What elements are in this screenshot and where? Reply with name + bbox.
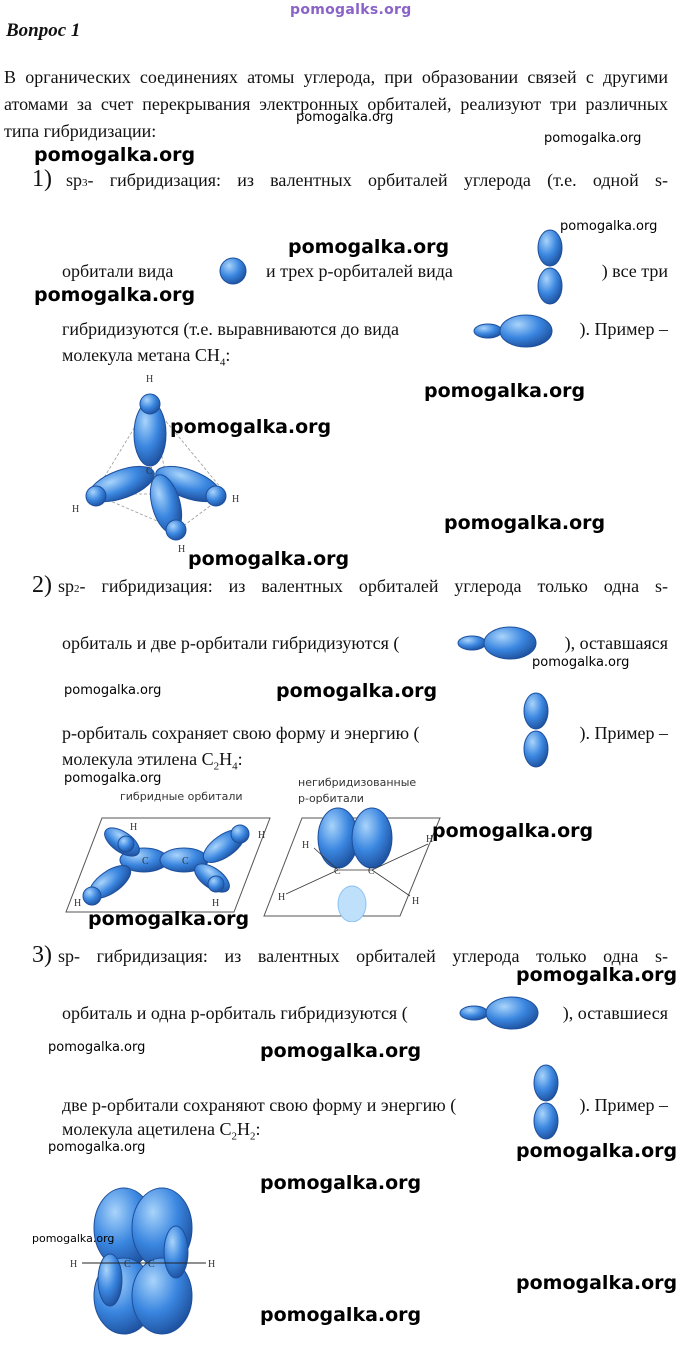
watermark: pomogalka.org <box>64 683 162 698</box>
p-orbital-icon <box>530 229 570 305</box>
acetylene-atom-c: C <box>124 1259 131 1270</box>
watermark: pomogalka.org <box>424 380 586 402</box>
sp3-line-4: молекула метана $СН_4$: <box>62 345 231 369</box>
acetylene-atom-h: H <box>70 1259 78 1270</box>
watermark: pomogalka.org <box>276 680 438 702</box>
watermark: pomogalka.org <box>432 820 594 842</box>
methane-diagram <box>66 372 256 554</box>
watermark: pomogalka.org <box>48 1140 146 1155</box>
sp-line-2b: ), оставшиеся <box>562 1003 668 1023</box>
question-heading: Вопрос 1 <box>6 20 81 41</box>
sp2-line-4: молекула этилена $С_2Н_4$: <box>62 749 243 773</box>
ethylene-hybrid-diagram <box>62 808 272 918</box>
svg-text:H: H <box>212 898 220 909</box>
sp3-line-1: 1) sp 3 - гибридизация: из валентных орбиталей углерода (т.е. одной s- <box>32 166 668 192</box>
ethylene-atom-c: C <box>142 856 149 867</box>
sp2-line-2b: ), оставшаяся <box>564 633 668 653</box>
hybrid-orbital-icon <box>452 624 542 662</box>
watermark: pomogalka.org <box>516 1272 678 1294</box>
watermark: pomogalka.org <box>260 1304 422 1326</box>
sp2-line-3a: р-орбиталь сохраняет свою форму и энергию ( <box>62 723 420 743</box>
ethylene-atom-h: H <box>130 822 138 833</box>
watermark: pomogalka.org <box>544 131 642 146</box>
svg-text:H: H <box>302 840 310 851</box>
watermark: pomogalka.org <box>34 284 196 306</box>
sp3-number: 1) <box>32 166 52 192</box>
svg-text:H: H <box>412 896 420 907</box>
watermark: pomogalka.org <box>516 1140 678 1162</box>
watermark: pomogalka.org <box>296 110 394 125</box>
watermark: pomogalka.org <box>516 964 678 986</box>
sp-number: 3) <box>32 942 52 968</box>
svg-text:H: H <box>178 544 186 554</box>
svg-text:H: H <box>232 494 240 505</box>
p-orbital-icon <box>526 1064 566 1140</box>
sp-line-4: молекула ацетилена $С_2Н_2$: <box>62 1119 261 1143</box>
methane-atom-c: C <box>146 466 153 477</box>
sp3-line-2a: орбитали вида <box>62 261 174 281</box>
sp-line-3a: две р-орбитали сохраняют свою форму и энергию ( <box>62 1095 457 1115</box>
watermark: pomogalka.org <box>532 655 630 670</box>
watermark: pomogalka.org <box>64 771 162 786</box>
sp-line-2a: орбиталь и одна р-орбиталь гибридизуются ( <box>62 1003 408 1023</box>
sp3-line-3b: ). Пример – <box>579 319 668 339</box>
svg-text:H: H <box>278 892 286 903</box>
watermark: pomogalka.org <box>32 1232 115 1245</box>
p-orbital-icon <box>516 692 556 768</box>
sp3-line-2b: и трех р-орбиталей вида <box>266 261 453 281</box>
svg-text:C: C <box>182 856 189 867</box>
sp-line-1: 3) sp- гибридизация: из валентных орбиталей углерода только одна s- <box>32 942 668 968</box>
watermark: pomogalka.org <box>560 219 658 234</box>
watermark: pomogalka.org <box>88 908 250 930</box>
hybrid-orbital-icon <box>468 312 558 350</box>
intro-paragraph: В органических соединениях атомы углерода, при образовании связей с другими атомами за счет перекрывания электронных орбиталей, реализуют три различных типа гибридизации: <box>4 67 668 141</box>
watermark: pomogalka.org <box>444 512 606 534</box>
svg-text:C: C <box>334 866 341 877</box>
svg-text:C: C <box>368 866 375 877</box>
watermark: pomogalka.org <box>260 1172 422 1194</box>
watermark: pomogalka.org <box>188 548 350 570</box>
sp2-number: 2) <box>32 572 52 598</box>
label-nonhybrid-2: р-орбитали <box>298 792 364 805</box>
watermark: pomogalka.org <box>34 144 196 166</box>
svg-text:H: H <box>72 504 80 515</box>
sp2-line-2a: орбиталь и две р-орбитали гибридизуются ( <box>62 633 400 653</box>
sp3-line-3a: гибридизуются (т.е. выравниваются до вида <box>62 319 399 339</box>
label-nonhybrid-1: негибридизованные <box>298 776 417 789</box>
sp2-line-1: 2) sp 2 - гибридизация: из валентных орбиталей углерода только одна s- <box>32 572 668 598</box>
methane-atom-h: H <box>146 374 154 385</box>
s-orbital-icon <box>216 255 250 287</box>
top-watermark: pomogalks.org <box>290 2 412 18</box>
sp-line-3b: ). Пример – <box>579 1095 668 1115</box>
sp2-line-3b: ). Пример – <box>579 723 668 743</box>
svg-text:H: H <box>74 898 82 909</box>
hybrid-orbital-icon <box>454 994 544 1032</box>
sp3-line-2c: ) все три <box>601 261 668 281</box>
acetylene-diagram <box>66 1186 226 1336</box>
watermark: pomogalka.org <box>288 236 450 258</box>
watermark: pomogalka.org <box>170 416 332 438</box>
ethylene-p-orbital-diagram <box>262 804 442 922</box>
svg-text:H: H <box>426 834 434 845</box>
svg-text:H: H <box>208 1259 216 1270</box>
svg-text:H: H <box>258 830 266 841</box>
watermark: pomogalka.org <box>48 1040 146 1055</box>
svg-text:C: C <box>148 1259 155 1270</box>
watermark: pomogalka.org <box>260 1040 422 1062</box>
label-hybrid-orbitals: гибридные орбитали <box>120 790 243 803</box>
